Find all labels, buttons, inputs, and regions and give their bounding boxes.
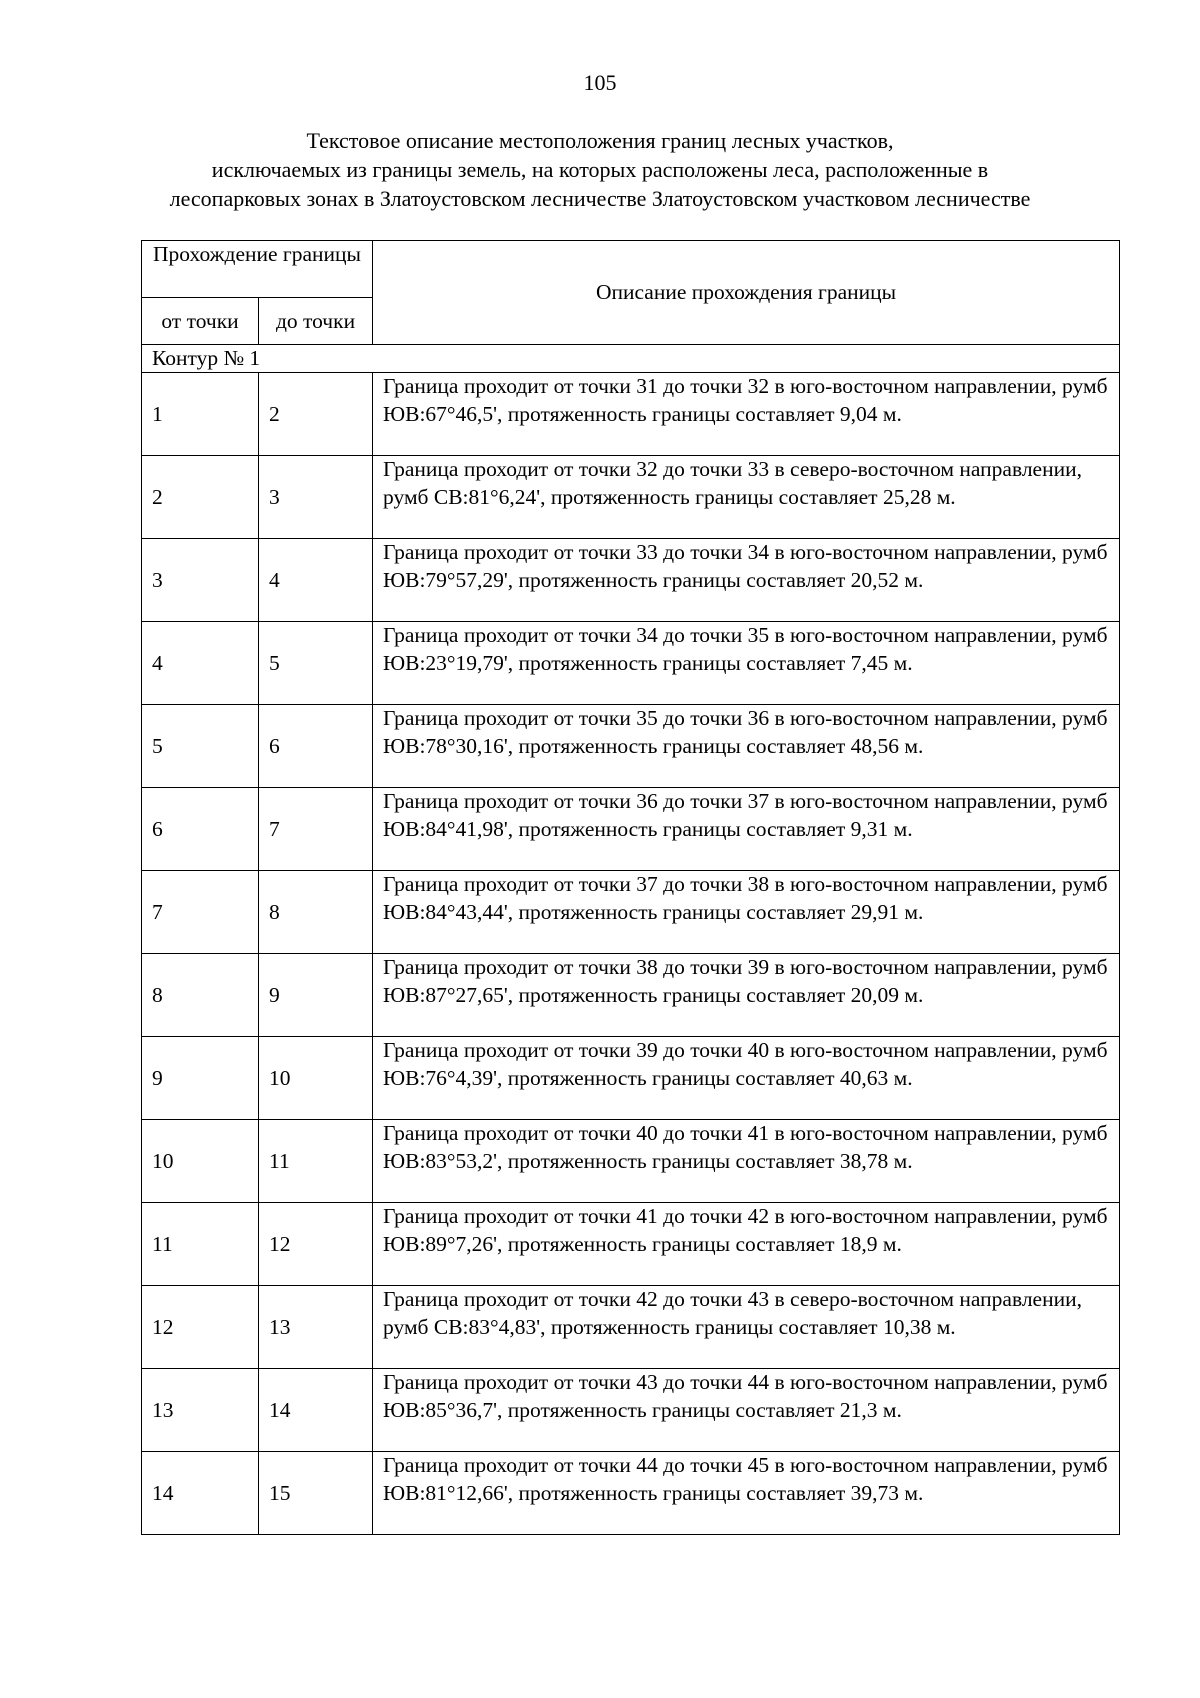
header-to-point: до точки — [259, 298, 373, 345]
header-from-point: от точки — [142, 298, 259, 345]
title-line: Текстовое описание местоположения границ лесных участков, — [306, 128, 894, 153]
table-body — [142, 345, 1120, 1535]
to-point-cell: 10 — [259, 1037, 373, 1120]
from-point-cell: 13 — [142, 1369, 259, 1452]
to-point-cell: 2 — [259, 373, 373, 456]
contour-label: Контур № 1 — [142, 345, 1120, 373]
from-point-cell: 12 — [142, 1286, 259, 1369]
to-point-cell: 4 — [259, 539, 373, 622]
description-cell: Граница проходит от точки 38 до точки 39 в юго-восточном направлении, румб ЮВ:87°27,65', протяженность границы составляет 20,09 м. — [373, 954, 1120, 1037]
table-row — [142, 1120, 1120, 1203]
table-row — [142, 705, 1120, 788]
table-row — [142, 1452, 1120, 1535]
header-boundary-passage: Прохождение границы — [142, 241, 373, 298]
from-point-cell: 2 — [142, 456, 259, 539]
description-cell: Граница проходит от точки 43 до точки 44 в юго-восточном направлении, румб ЮВ:85°36,7', протяженность границы составляет 21,3 м. — [373, 1369, 1120, 1452]
to-point-cell: 13 — [259, 1286, 373, 1369]
description-cell: Граница проходит от точки 31 до точки 32 в юго-восточном направлении, румб ЮВ:67°46,5', протяженность границы составляет 9,04 м. — [373, 373, 1120, 456]
title-line: исключаемых из границы земель, на которых расположены леса, расположенные в — [211, 157, 989, 182]
to-point-cell: 12 — [259, 1203, 373, 1286]
table-row — [142, 622, 1120, 705]
title-line: лесопарковых зонах в Златоустовском лесничестве Златоустовском участковом лесничестве — [169, 186, 1031, 211]
from-point-cell: 11 — [142, 1203, 259, 1286]
table-row — [142, 539, 1120, 622]
to-point-cell: 9 — [259, 954, 373, 1037]
header-description: Описание прохождения границы — [373, 241, 1120, 345]
description-cell: Граница проходит от точки 35 до точки 36 в юго-восточном направлении, румб ЮВ:78°30,16', протяженность границы составляет 48,56 м. — [373, 705, 1120, 788]
boundary-table — [141, 240, 1120, 1535]
table-row — [142, 788, 1120, 871]
description-cell: Граница проходит от точки 36 до точки 37 в юго-восточном направлении, румб ЮВ:84°41,98', протяженность границы составляет 9,31 м. — [373, 788, 1120, 871]
to-point-cell: 14 — [259, 1369, 373, 1452]
to-point-cell: 7 — [259, 788, 373, 871]
table-row — [142, 1037, 1120, 1120]
to-point-cell: 11 — [259, 1120, 373, 1203]
description-cell: Граница проходит от точки 37 до точки 38 в юго-восточном направлении, румб ЮВ:84°43,44', протяженность границы составляет 29,91 м. — [373, 871, 1120, 954]
to-point-cell: 6 — [259, 705, 373, 788]
from-point-cell: 14 — [142, 1452, 259, 1535]
table-row — [142, 373, 1120, 456]
table-row — [142, 871, 1120, 954]
from-point-cell: 10 — [142, 1120, 259, 1203]
table-row — [142, 1369, 1120, 1452]
to-point-cell: 8 — [259, 871, 373, 954]
table-row — [142, 954, 1120, 1037]
from-point-cell: 6 — [142, 788, 259, 871]
from-point-cell: 9 — [142, 1037, 259, 1120]
description-cell: Граница проходит от точки 39 до точки 40 в юго-восточном направлении, румб ЮВ:76°4,39', протяженность границы составляет 40,63 м. — [373, 1037, 1120, 1120]
description-cell: Граница проходит от точки 42 до точки 43 в северо-восточном направлении, румб СВ:83°4,83', протяженность границы составляет 10,38 м. — [373, 1286, 1120, 1369]
from-point-cell: 3 — [142, 539, 259, 622]
to-point-cell: 3 — [259, 456, 373, 539]
from-point-cell: 7 — [142, 871, 259, 954]
from-point-cell: 1 — [142, 373, 259, 456]
document-title — [100, 126, 1100, 213]
to-point-cell: 5 — [259, 622, 373, 705]
description-cell: Граница проходит от точки 40 до точки 41 в юго-восточном направлении, румб ЮВ:83°53,2', протяженность границы составляет 38,78 м. — [373, 1120, 1120, 1203]
description-cell: Граница проходит от точки 34 до точки 35 в юго-восточном направлении, румб ЮВ:23°19,79', протяженность границы составляет 7,45 м. — [373, 622, 1120, 705]
from-point-cell: 5 — [142, 705, 259, 788]
table-row — [142, 1203, 1120, 1286]
from-point-cell: 8 — [142, 954, 259, 1037]
description-cell: Граница проходит от точки 44 до точки 45 в юго-восточном направлении, румб ЮВ:81°12,66', протяженность границы составляет 39,73 м. — [373, 1452, 1120, 1535]
table-row — [142, 1286, 1120, 1369]
to-point-cell: 15 — [259, 1452, 373, 1535]
description-cell: Граница проходит от точки 33 до точки 34 в юго-восточном направлении, румб ЮВ:79°57,29', протяженность границы составляет 20,52 м. — [373, 539, 1120, 622]
page-number: 105 — [583, 70, 617, 95]
table-row — [142, 456, 1120, 539]
from-point-cell: 4 — [142, 622, 259, 705]
description-cell: Граница проходит от точки 32 до точки 33 в северо-восточном направлении, румб СВ:81°6,24', протяженность границы составляет 25,28 м. — [373, 456, 1120, 539]
description-cell: Граница проходит от точки 41 до точки 42 в юго-восточном направлении, румб ЮВ:89°7,26', протяженность границы составляет 18,9 м. — [373, 1203, 1120, 1286]
